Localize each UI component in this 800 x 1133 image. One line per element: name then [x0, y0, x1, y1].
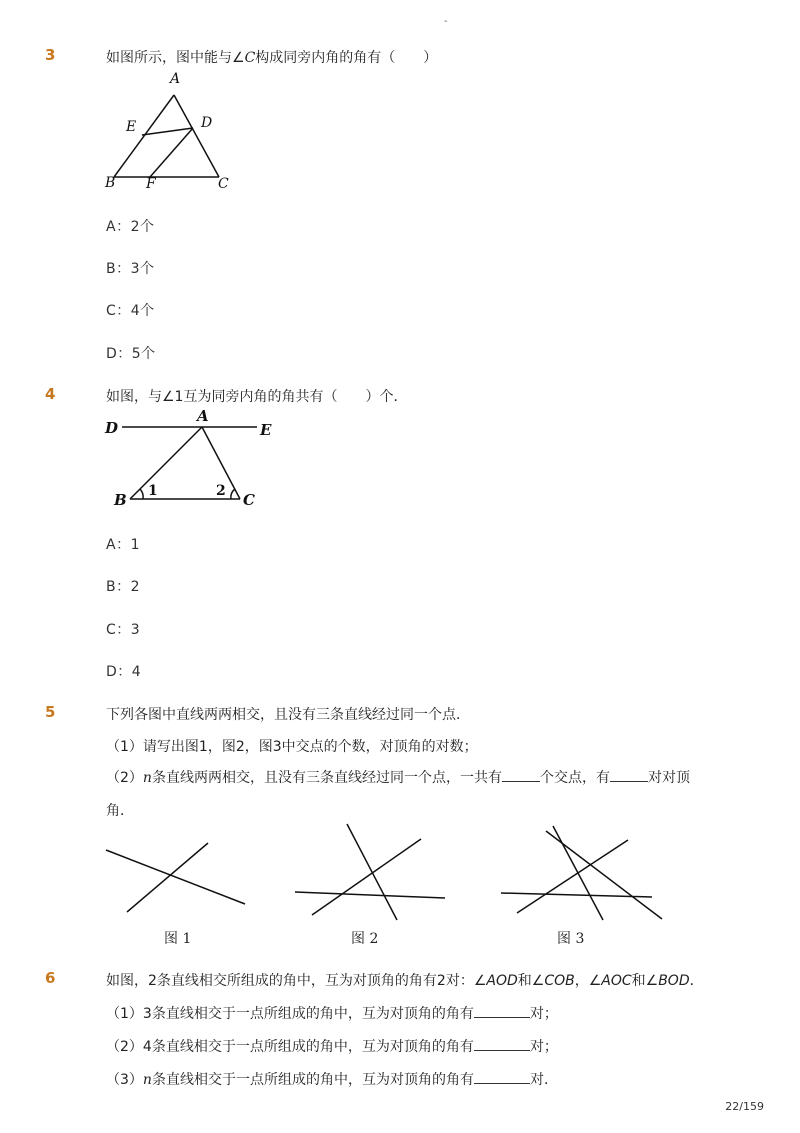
q3-label-F: F	[146, 176, 156, 192]
q6-part3-var: n	[142, 1072, 152, 1088]
q6-part3-mid: 条直线相交于一点所组成的角中，互为对顶角的角有	[151, 1072, 474, 1088]
question-6-part-3	[106, 1069, 558, 1089]
question-4-stem: 如图，与∠1互为同旁内角的角共有（ ）个．	[106, 389, 408, 405]
q4-line-AB	[130, 427, 202, 499]
q6-blank-2[interactable]	[474, 1050, 530, 1051]
q3-option-a[interactable]: A：2个	[106, 219, 155, 235]
question-6-part-2	[106, 1036, 558, 1056]
q4-label-2: 2	[216, 483, 226, 499]
q3-line-DF	[150, 128, 193, 177]
q6-part2-post: 对；	[529, 1039, 558, 1055]
q4-label-D: D	[105, 419, 119, 437]
question-6-stem	[106, 970, 704, 990]
question-5-part-2-cont: 角．	[106, 803, 134, 819]
q3-stem-pre: 如图所示，图中能与	[106, 50, 232, 66]
q3-option-c[interactable]: C：4个	[106, 303, 155, 319]
q4-option-c[interactable]: C：3	[106, 622, 141, 638]
q4-option-d[interactable]: D：4	[106, 664, 142, 680]
q6-part1-post: 对；	[529, 1006, 558, 1022]
q6-and-1: 和	[517, 973, 532, 989]
question-5-part-1: （1）请写出图1，图2，图3中交点的个数，对顶角的对数；	[106, 739, 478, 755]
q3-line-AC	[174, 95, 219, 177]
q4-label-E: E	[260, 421, 272, 439]
q4-option-b[interactable]: B：2	[106, 579, 141, 595]
question-3-number: 3	[45, 46, 56, 64]
header-mark: -	[444, 16, 448, 27]
q5-figures	[100, 820, 670, 925]
q4-angle-1-arc	[140, 489, 143, 499]
question-4-number: 4	[45, 385, 56, 403]
q6-pair1-b: ∠COB	[531, 973, 575, 989]
q6-end: ．	[689, 973, 704, 989]
q5-part2-mid: 条直线两两相交，且没有三条直线经过同一个点，一共有	[151, 770, 502, 786]
q3-option-b[interactable]: B：3个	[106, 261, 155, 277]
q3-label-C: C	[218, 176, 229, 192]
q4-angle-2-arc	[231, 489, 235, 499]
question-6-number: 6	[45, 969, 56, 987]
q3-option-d[interactable]: D：5个	[106, 346, 156, 362]
question-5-number: 5	[45, 703, 56, 721]
q5-blank-vertical-pairs[interactable]	[610, 781, 648, 782]
question-5-stem: 下列各图中直线两两相交，且没有三条直线经过同一个点．	[106, 707, 470, 723]
q6-pair2-a: ∠AOC	[588, 973, 632, 989]
q6-pair2-b: ∠BOD	[645, 973, 690, 989]
q5-fig3-line-3	[546, 831, 662, 919]
q6-part3-post: 对．	[529, 1072, 558, 1088]
q3-label-A: A	[170, 71, 181, 87]
q6-stem-pre: 如图，2条直线相交所组成的角中，互为对顶角的角有2对：	[106, 973, 474, 989]
q6-part1-pre: （1）3条直线相交于一点所组成的角中，互为对顶角的角有	[106, 1006, 474, 1022]
q3-stem-post: 构成同旁内角的角有（ ）	[255, 50, 438, 66]
q5-fig1-line-1	[106, 850, 245, 904]
q6-sep: ，	[574, 973, 589, 989]
question-5-part-2	[106, 767, 690, 787]
q5-fig2-line-1	[295, 892, 445, 898]
q5-part2-mid2: 个交点，有	[539, 770, 610, 786]
question-3-stem	[106, 47, 437, 67]
q3-label-E: E	[126, 119, 137, 135]
q6-pair1-a: ∠AOD	[473, 973, 518, 989]
q5-blank-intersections[interactable]	[502, 781, 540, 782]
q4-label-1: 1	[148, 483, 158, 499]
q4-label-B: B	[114, 491, 127, 509]
q3-angle-symbol: ∠	[232, 50, 245, 66]
page-number: 22/159	[725, 1100, 764, 1113]
q5-caption-1: 图 1	[164, 931, 192, 947]
q6-and-2: 和	[631, 973, 646, 989]
question-6-part-1	[106, 1003, 558, 1023]
q5-fig1-line-2	[127, 843, 208, 912]
q4-label-C: C	[243, 491, 255, 509]
q5-part2-var: n	[142, 770, 152, 786]
q3-label-B: B	[105, 175, 116, 191]
q4-option-a[interactable]: A：1	[106, 537, 140, 553]
q4-figure	[100, 405, 280, 515]
q6-part2-pre: （2）4条直线相交于一点所组成的角中，互为对顶角的角有	[106, 1039, 474, 1055]
q3-angle-var: C	[244, 50, 256, 66]
q5-part2-post: 对对顶	[647, 770, 690, 786]
q6-blank-3[interactable]	[474, 1083, 530, 1084]
q5-fig2-line-3	[312, 839, 421, 915]
q5-part2-pre: （2）	[106, 770, 143, 786]
q3-label-D: D	[201, 115, 213, 131]
q6-blank-1[interactable]	[474, 1017, 530, 1018]
q6-part3-pre: （3）	[106, 1072, 143, 1088]
q3-line-AB	[114, 95, 174, 177]
q5-caption-2: 图 2	[351, 931, 379, 947]
q5-fig2-line-2	[347, 824, 397, 920]
q5-caption-3: 图 3	[557, 931, 585, 947]
q3-figure	[100, 68, 240, 193]
q4-label-A: A	[197, 407, 209, 425]
